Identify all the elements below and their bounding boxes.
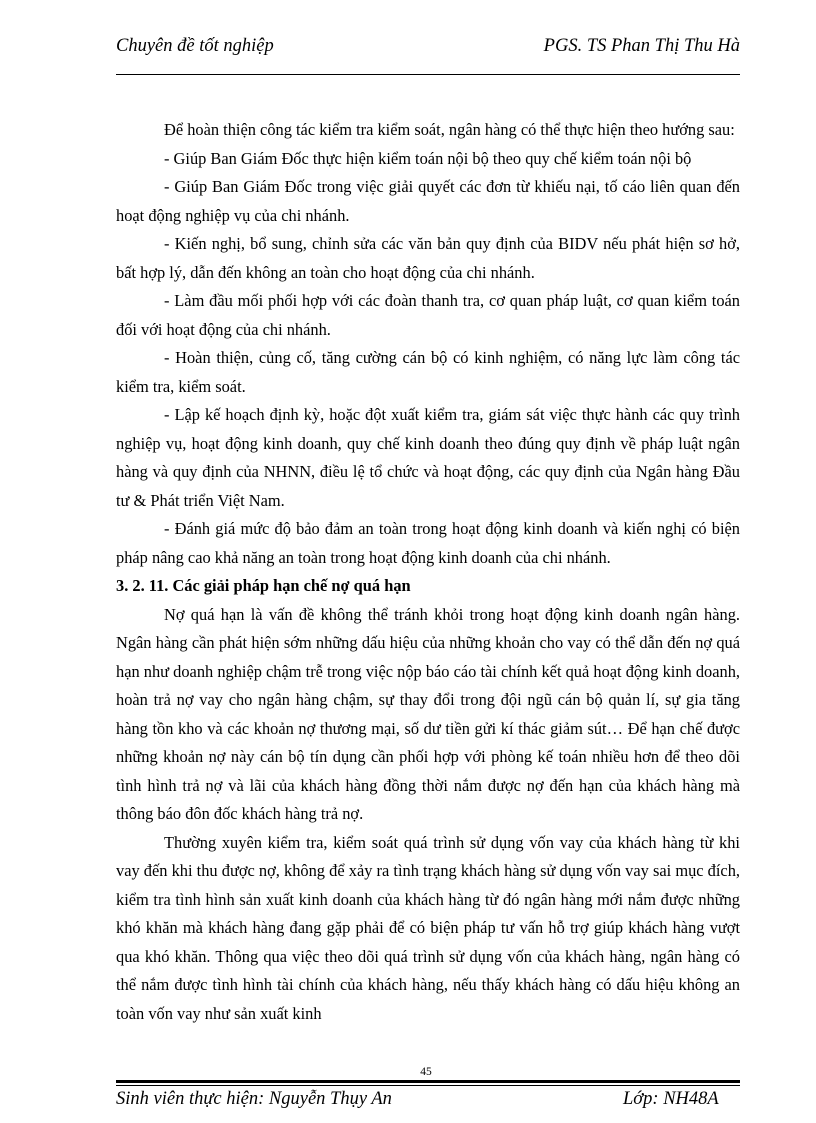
bullet-item: - Giúp Ban Giám Đốc trong việc giải quyết các đơn từ khiếu nại, tố cáo liên quan đến hoạt động nghiệp vụ của chi nhánh. (116, 177, 740, 225)
bullet-item: - Hoàn thiện, củng cố, tăng cường cán bộ có kinh nghiệm, có năng lực làm công tác kiểm tra, kiểm soát. (116, 348, 740, 396)
footer-divider-thin (116, 1085, 740, 1086)
footer-class: Lớp: NH48A (623, 1089, 719, 1109)
header-title: Chuyên đề tốt nghiệp (116, 36, 274, 56)
bullet-item: - Đánh giá mức độ bảo đảm an toàn trong hoạt động kinh doanh và kiến nghị có biện pháp nâng cao khả năng an toàn trong hoạt động kinh doanh của chi nhánh. (116, 519, 740, 567)
section-heading: 3. 2. 11. Các giải pháp hạn chế nợ quá hạn (116, 576, 411, 595)
footer-divider-thick (116, 1080, 740, 1083)
body-paragraph: Thường xuyên kiểm tra, kiểm soát quá trình sử dụng vốn vay của khách hàng từ khi vay đến khi thu được nợ, không để xảy ra tình trạng khách hàng sử dụng vốn vay sai mục đích, kiểm tra tình hình sản xuất kinh doanh của khách hàng từ đó ngân hàng mới nắm được những khó khăn mà khách hàng đang gặp phải để có biện pháp tư vấn hỗ trợ giúp khách hàng vượt qua khó khăn. Thông qua việc theo dõi quá trình sử dụng vốn của khách hàng, ngân hàng có thể nắm được tình hình tài chính của khách hàng, nếu thấy khách hàng có dấu hiệu không an toàn vốn vay như sản xuất kinh (116, 832, 740, 1023)
header-author: PGS. TS Phan Thị Thu Hà (543, 36, 740, 56)
page-content (116, 116, 740, 1028)
header-divider (116, 74, 740, 75)
page-number: 45 (420, 1066, 432, 1078)
intro-paragraph: Để hoàn thiện công tác kiểm tra kiểm soát, ngân hàng có thể thực hiện theo hướng sau: (164, 120, 735, 139)
bullet-item: - Lập kế hoạch định kỳ, hoặc đột xuất kiểm tra, giám sát việc thực hành các quy trình nghiệp vụ, hoạt động kinh doanh, quy chế kinh doanh theo đúng quy định về pháp luật ngân hàng và quy định của NHNN, điều lệ tổ chức và hoạt động, các quy định của Ngân hàng Đầu tư & Phát triển Việt Nam. (116, 405, 740, 510)
page-footer (116, 1089, 740, 1115)
body-paragraph: Nợ quá hạn là vấn đề không thể tránh khỏi trong hoạt động kinh doanh ngân hàng. Ngân hàng cần phát hiện sớm những dấu hiệu của những khoản cho vay có thể dẫn đến nợ quá hạn như doanh nghiệp chậm trễ trong việc nộp báo cáo tài chính kết quả hoạt động kinh doanh, hoàn trả nợ vay cho ngân hàng chậm, sự thay đổi trong đội ngũ cán bộ quản lí, sự gia tăng hàng tồn kho và các khoản nợ thương mại, số dư tiền gửi kí thác giảm sút… Để hạn chế được những khoản nợ này cán bộ tín dụng cần phối hợp với phòng kế toán nhiều hơn để theo dõi tình hình trả nợ và lãi của khách hàng đồng thời nắm được nợ đến hạn của khách hàng mà thông báo đôn đốc khách hàng trả nợ. (116, 604, 740, 823)
bullet-item: - Kiến nghị, bổ sung, chỉnh sửa các văn bản quy định của BIDV nếu phát hiện sơ hở, bất hợp lý, dẫn đến không an toàn cho hoạt động của chi nhánh. (116, 234, 740, 282)
footer-student: Sinh viên thực hiện: Nguyễn Thụy An (116, 1089, 392, 1109)
bullet-item: - Làm đầu mối phối hợp với các đoàn thanh tra, cơ quan pháp luật, cơ quan kiểm toán đối với hoạt động của chi nhánh. (116, 291, 740, 339)
page-header (116, 36, 740, 66)
bullet-item: - Giúp Ban Giám Đốc thực hiện kiểm toán nội bộ theo quy chế kiểm toán nội bộ (164, 148, 692, 168)
